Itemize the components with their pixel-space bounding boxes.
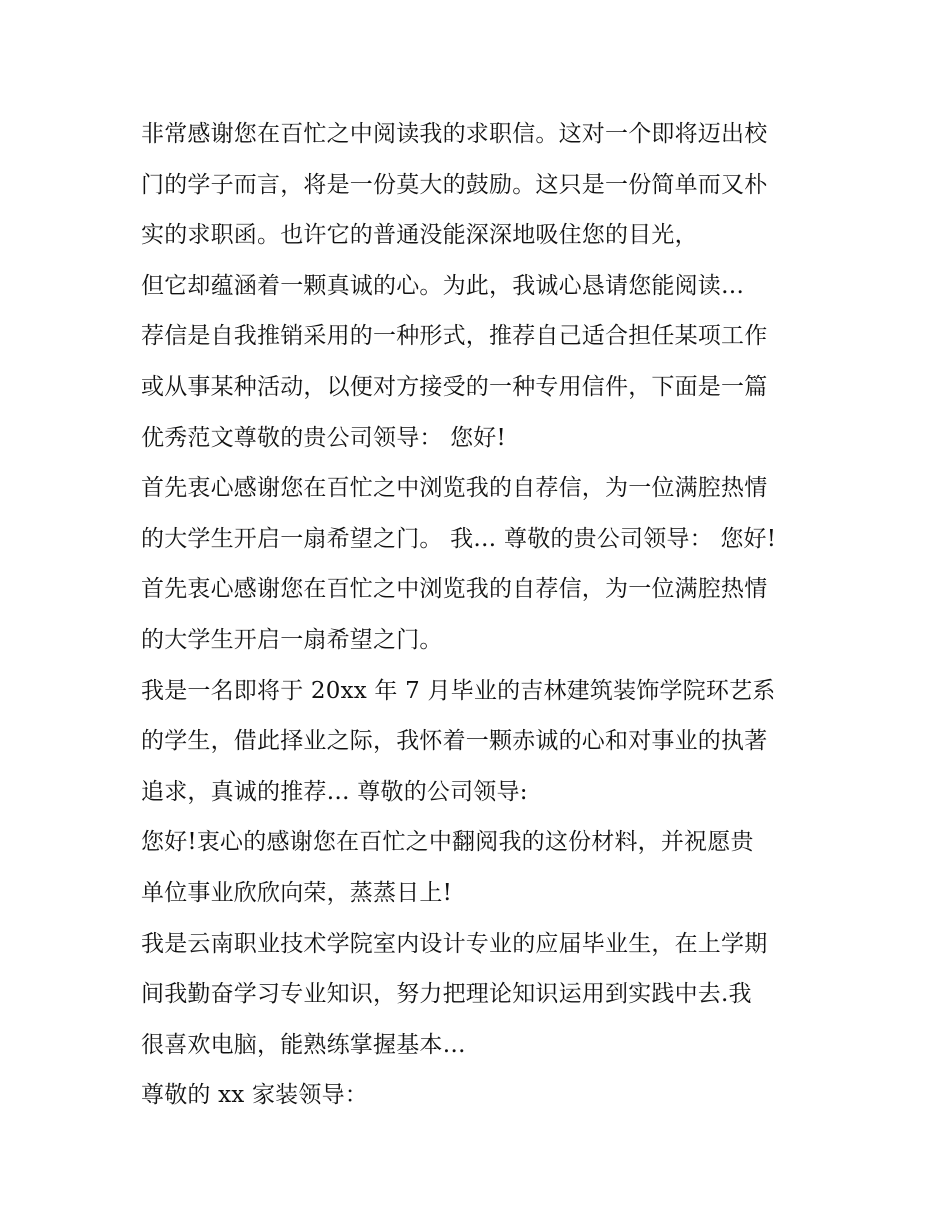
text-line: 荐信是自我推销采用的一种形式，推荐自己适合担任某项工作 [141, 323, 768, 350]
text-line: 我是一名即将于 20xx 年 7 月毕业的吉林建筑装饰学院环艺系 [141, 677, 776, 704]
text-line: 单位事业欣欣向荣，蒸蒸日上! [141, 879, 453, 906]
text-line: 追求，真诚的推荐… 尊敬的公司领导: [141, 778, 528, 805]
text-line: 的学生，借此择业之际，我怀着一颗赤诚的心和对事业的执著 [141, 728, 768, 755]
text-line: 门的学子而言，将是一份莫大的鼓励。这只是一份简单而又朴 [141, 171, 768, 198]
text-line: 的大学生开启一扇希望之门。 [141, 626, 443, 653]
text-line: 优秀范文尊敬的贵公司领导： 您好! [141, 424, 506, 451]
text-line: 尊敬的 xx 家装领导： [141, 1082, 368, 1109]
text-line: 但它却蕴涵着一颗真诚的心。为此，我诚心恳请您能阅读… [141, 272, 745, 299]
text-line: 首先衷心感谢您在百忙之中浏览我的自荐信，为一位满腔热情 [141, 576, 768, 603]
text-line: 我是云南职业技术学院室内设计专业的应届毕业生，在上学期 [141, 930, 768, 957]
text-line: 非常感谢您在百忙之中阅读我的求职信。这对一个即将迈出校 [141, 121, 768, 147]
text-line: 的大学生开启一扇希望之门。 我… 尊敬的贵公司领导： 您好! [141, 525, 777, 552]
text-line: 实的求职函。也许它的普通没能深深地吸住您的目光， [141, 222, 698, 249]
text-line: 您好!衷心的感谢您在百忙之中翻阅我的这份材料，并祝愿贵 [141, 829, 754, 856]
text-line: 间我勤奋学习专业知识，努力把理论知识运用到实践中去.我 [141, 981, 752, 1008]
document-body [141, 109, 831, 1121]
text-line: 首先衷心感谢您在百忙之中浏览我的自荐信，为一位满腔热情 [141, 475, 768, 502]
text-line: 或从事某种活动，以便对方接受的一种专用信件，下面是一篇 [141, 373, 768, 400]
text-line: 很喜欢电脑，能熟练掌握基本… [141, 1031, 466, 1058]
